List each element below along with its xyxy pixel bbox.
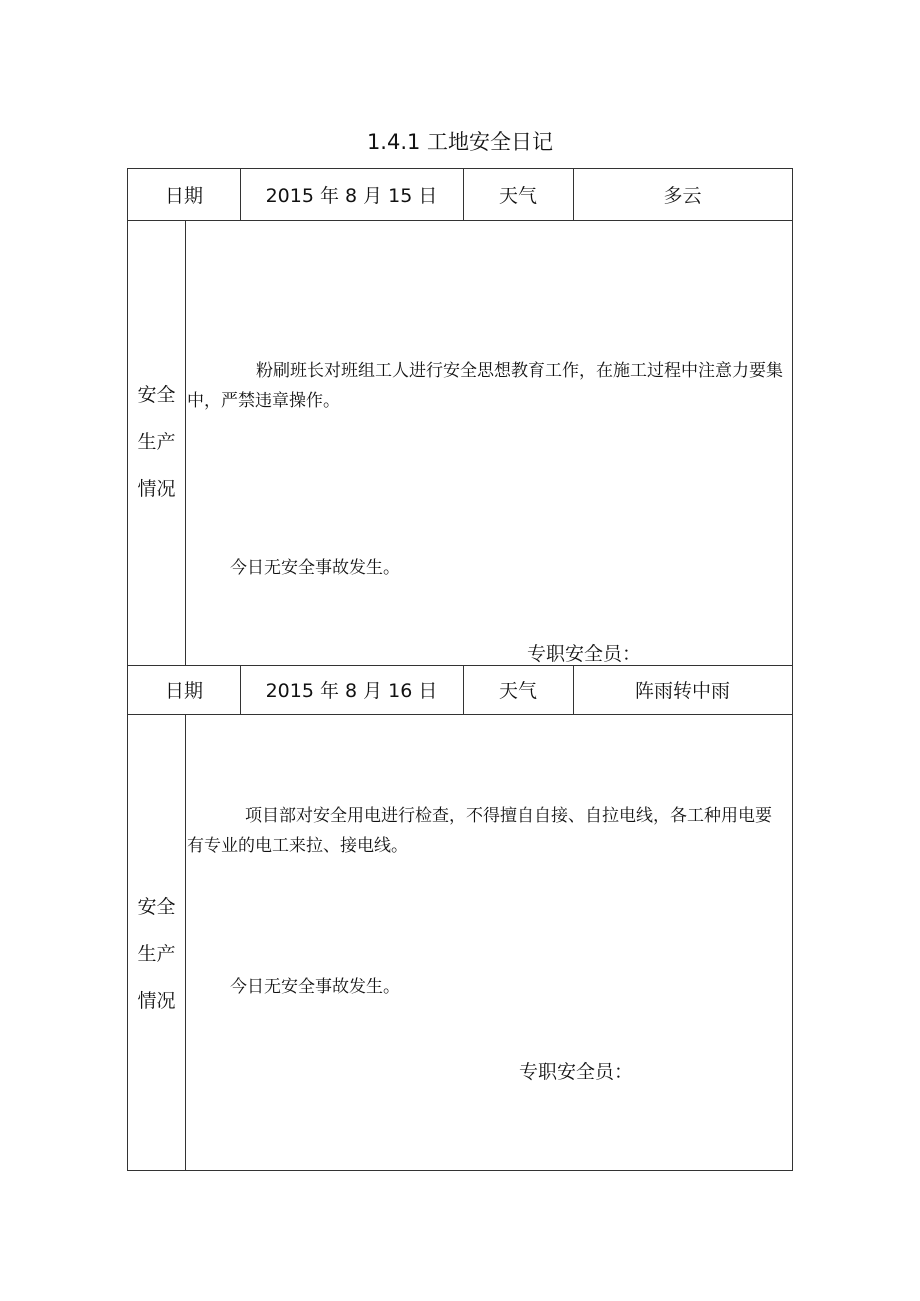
content-text-2: 项目部对安全用电进行检查，不得擅自自接、自拉电线，各工种用电要有专业的电工来拉、接电线。 (187, 806, 772, 856)
divider (240, 169, 241, 220)
weather-label-2: 天气 (498, 680, 537, 702)
section-label-2 (128, 879, 185, 1029)
section-label-line: 生产 (137, 942, 176, 965)
accident-note-2: 今日无安全事故发生。 (230, 977, 400, 997)
date-value-1: 2015 年 8 月 15 日 (265, 185, 438, 207)
weather-label-1: 天气 (498, 185, 537, 207)
section-label-line: 生产 (137, 431, 176, 453)
date-label-2: 日期 (164, 680, 203, 702)
section-label-line: 情况 (137, 478, 176, 500)
divider (128, 220, 792, 221)
safety-diary-table (127, 168, 793, 1171)
page-title: 1.4.1 工地安全日记 (366, 130, 554, 154)
weather-value-1: 多云 (663, 185, 702, 207)
divider (240, 665, 241, 714)
date-value-2: 2015 年 8 月 16 日 (265, 680, 438, 702)
weather-value-2: 阵雨转中雨 (634, 680, 730, 702)
signature-label-2: 专职安全员： (519, 1061, 634, 1083)
divider (185, 220, 186, 665)
section-label-line: 安全 (137, 384, 176, 406)
signature-label-1: 专职安全员： (527, 643, 642, 665)
divider (128, 714, 792, 715)
section-label-line: 情况 (137, 989, 176, 1012)
section-label-line: 安全 (137, 895, 176, 918)
section-label-1 (128, 220, 185, 665)
date-label-1: 日期 (164, 185, 203, 207)
accident-note-1: 今日无安全事故发生。 (230, 558, 400, 578)
content-text-1: 粉刷班长对班组工人进行安全思想教育工作，在施工过程中注意力要集中，严禁违章操作。 (187, 361, 783, 411)
divider (185, 714, 186, 1170)
divider (463, 665, 464, 714)
divider (573, 169, 574, 220)
divider (573, 665, 574, 714)
divider (463, 169, 464, 220)
